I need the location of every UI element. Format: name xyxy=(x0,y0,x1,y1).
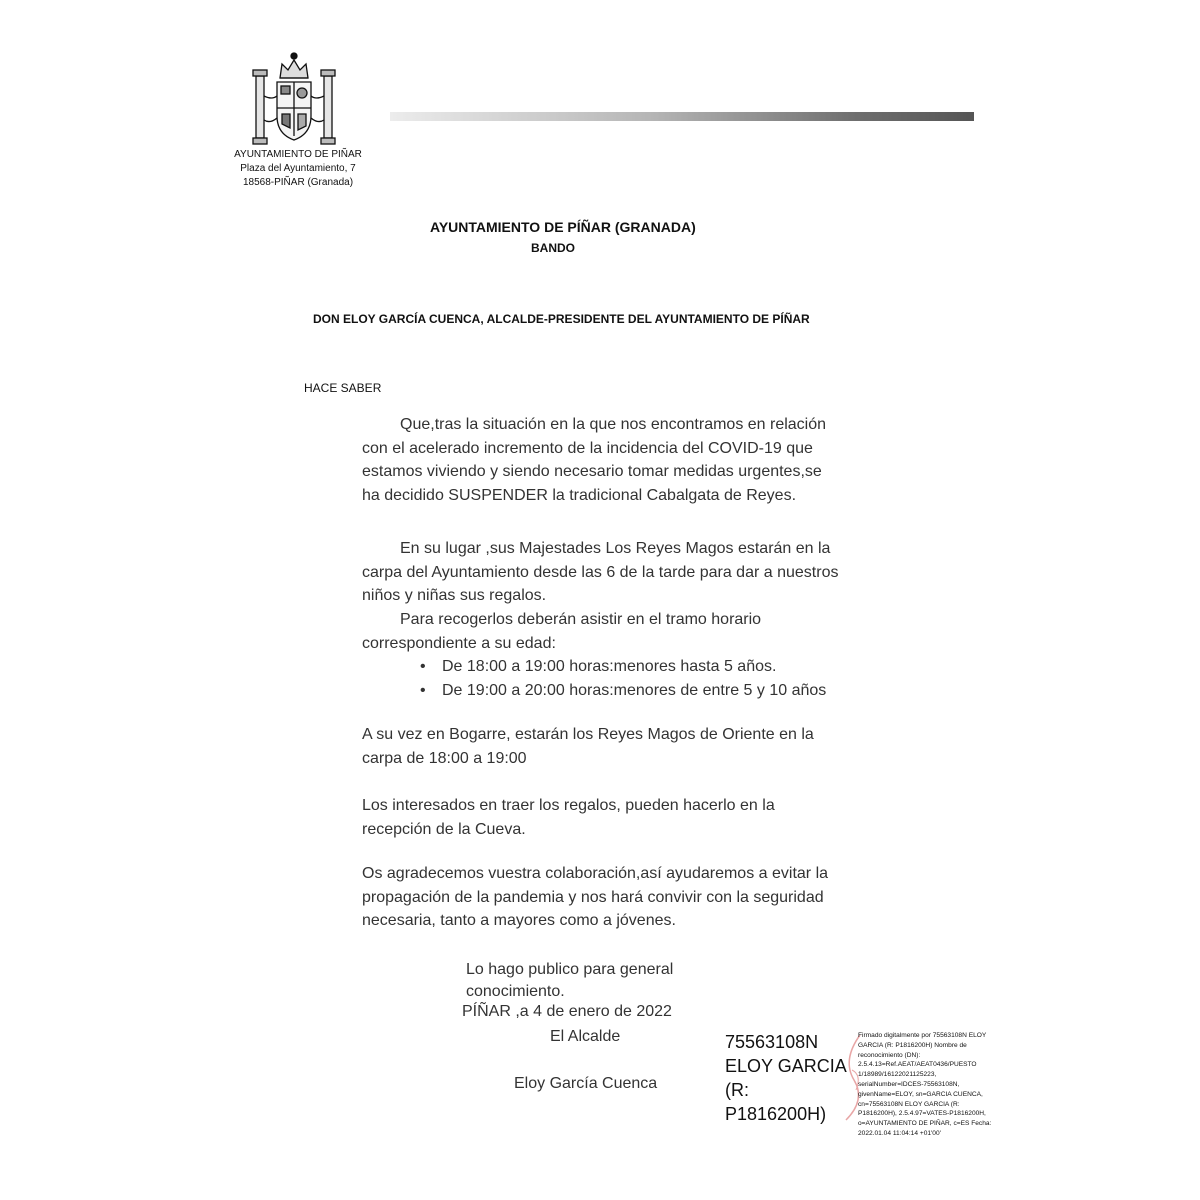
hace-saber-label: HACE SABER xyxy=(304,381,382,395)
closing-statement: Lo hago publico para general conocimiento. xyxy=(466,961,674,1000)
header-gradient-bar xyxy=(390,112,974,121)
signature-line: (R: xyxy=(725,1080,749,1100)
schedule-item xyxy=(420,655,826,679)
paragraph-reyes-location: En su lugar ,sus Majestades Los Reyes Magos estarán en la carpa del Ayuntamiento desde las 6 de la tarde para dar a nuestros niños y niñas sus regalos. xyxy=(362,540,839,604)
paragraph-schedule-intro: Para recogerlos deberán asistir en el tramo horario correspondiente a su edad: xyxy=(362,611,762,652)
schedule-item xyxy=(420,679,826,703)
paragraph-bogarre: A su vez en Bogarre, estarán los Reyes Magos de Oriente en la carpa de 18:00 a 19:00 xyxy=(362,726,814,767)
schedule-list xyxy=(420,655,826,703)
signer-title: El Alcalde xyxy=(550,1028,621,1045)
coat-of-arms-icon xyxy=(250,48,338,148)
mayor-heading: DON ELOY GARCÍA CUENCA, ALCALDE-PRESIDENTE DEL AYUNTAMIENTO DE PÍÑAR xyxy=(313,312,810,326)
paragraph-gifts-reception: Los interesados en traer los regalos, pueden hacerlo en la recepción de la Cueva. xyxy=(362,797,775,838)
digital-signature-block xyxy=(725,1030,847,1126)
organization-address xyxy=(226,148,370,190)
signature-line: 75563108N xyxy=(725,1032,819,1052)
organization-name: AYUNTAMIENTO DE PIÑAR xyxy=(234,149,362,160)
schedule-item-text: De 19:00 a 20:00 horas:menores de entre 5 y 10 años xyxy=(442,682,827,699)
bullet-icon: • xyxy=(420,682,426,699)
signature-line: ELOY GARCIA xyxy=(725,1056,847,1076)
signature-line: P1816200H) xyxy=(725,1104,827,1124)
signer-name: Eloy García Cuenca xyxy=(514,1075,658,1092)
paragraph-thanks: Os agradecemos vuestra colaboración,así ayudaremos a evitar la propagación de la pandemia y nos hará convivir con la seguridad necesaria, tanto a mayores como a jóvenes. xyxy=(362,865,829,929)
document-title: AYUNTAMIENTO DE PÍÑAR (GRANADA) xyxy=(430,219,696,235)
digital-signature-details: Firmado digitalmente por 75563108N ELOY GARCIA (R: P1816200H) Nombre de reconocimiento (DN): 2.5.4.13=Ref.AEAT/AEAT0436/PUESTO 1/18989/16122021125223, serialNumber=IDCES-75563108N, givenName=ELOY, sn=GARCIA CUENCA, cn=75563108N ELOY GARCIA (R: P1816200H), 2.5.4.97=VATES-P1816200H, o=AYUNTAMIENTO DE PIÑAR, c=ES Fecha: 2022.01.04 11:04:14 +01'00' xyxy=(858,1032,992,1137)
document-type: BANDO xyxy=(531,241,575,255)
address-line-1: Plaza del Ayuntamiento, 7 xyxy=(240,163,356,174)
bullet-icon: • xyxy=(420,658,426,675)
paragraph-suspension: Que,tras la situación en la que nos encontramos en relación con el acelerado incremento de la incidencia del COVID-19 que estamos viviendo y siendo necesario tomar medidas urgentes,se ha decidido SUSPENDER la tradicional Cabalgata de Reyes. xyxy=(362,416,827,504)
address-line-2: 18568-PIÑAR (Granada) xyxy=(242,177,354,188)
schedule-item-text: De 18:00 a 19:00 horas:menores hasta 5 años. xyxy=(442,658,777,675)
place-and-date: PÍÑAR ,a 4 de enero de 2022 xyxy=(462,1003,672,1020)
